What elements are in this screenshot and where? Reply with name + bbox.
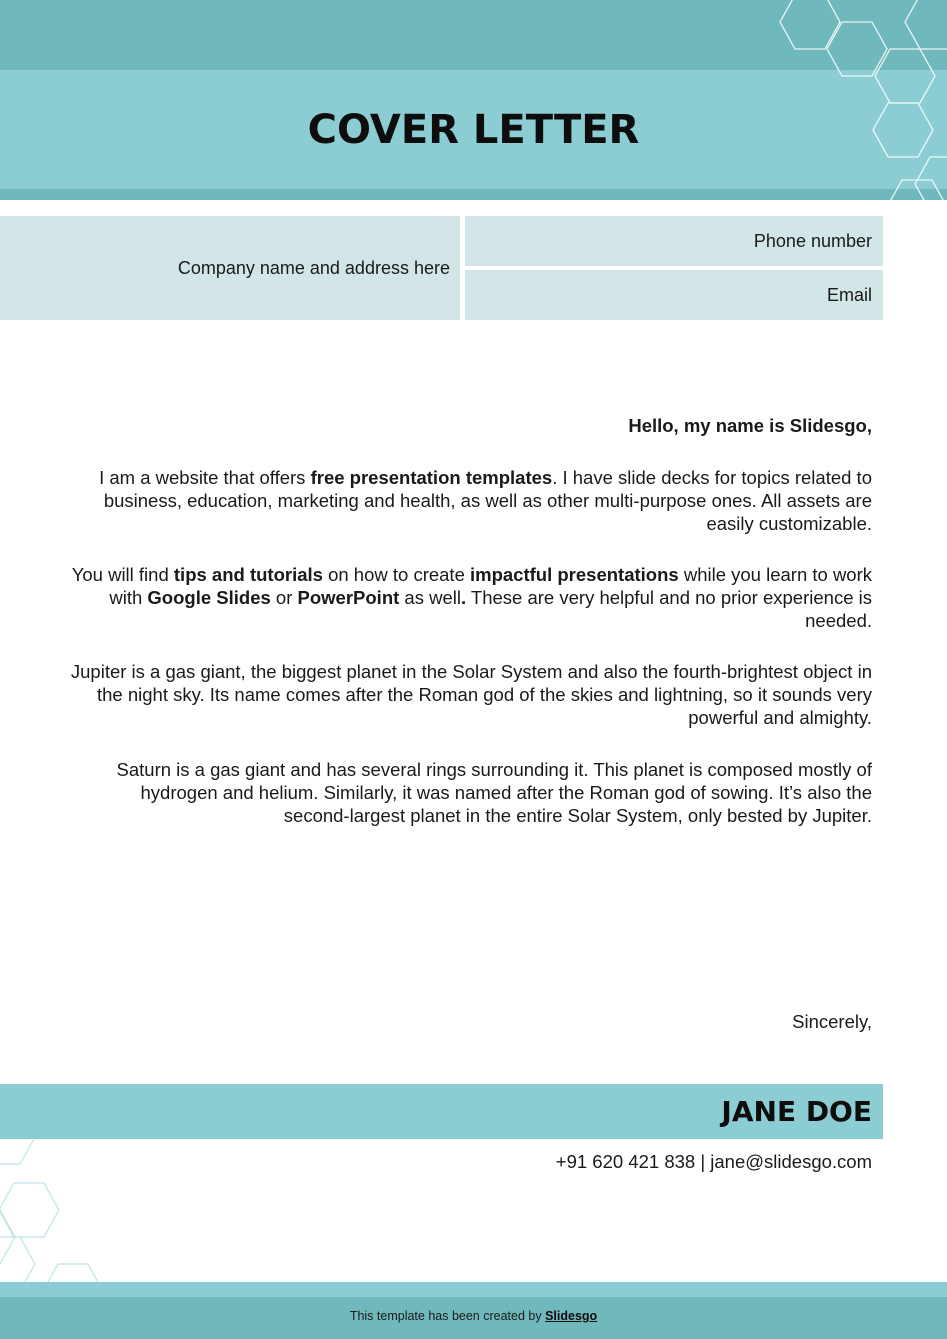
p2-bold-h: PowerPoint bbox=[297, 587, 400, 608]
email-text: Email bbox=[826, 284, 872, 305]
paragraph-4: Saturn is a gas giant and has several rings surrounding it. This planet is composed mostly of hydrogen and helium. Similarly, it was named after the Roman god of sowing. It’s also the second-largest planet in the entire Solar System, only bested by Jupiter. bbox=[116, 759, 872, 826]
p2-bold-f: Google Slides bbox=[147, 587, 271, 608]
p1-text-c: . I have slide decks for topics related to business, education, marketing and health, as well as other multi-purpose ones. All assets are easily customizable. bbox=[103, 467, 872, 534]
p2-text-i: as well bbox=[399, 587, 461, 608]
greeting: Hello, my name is Slidesgo, bbox=[628, 415, 872, 436]
paragraph-3: Jupiter is a gas giant, the biggest planet in the Solar System and also the fourth-brightest object in the night sky. Its name comes after the Roman god of the skies and lightning, so it sounds very powerful and almighty. bbox=[70, 661, 872, 728]
p2-bold-b: tips and tutorials bbox=[173, 564, 323, 585]
p1-text-a: I am a website that offers bbox=[99, 467, 311, 488]
email-field bbox=[465, 270, 883, 320]
paragraph-2 bbox=[70, 563, 872, 632]
slidesgo-link[interactable]: Slidesgo bbox=[545, 1309, 598, 1323]
paragraph-1 bbox=[70, 466, 872, 535]
closing: Sincerely, bbox=[792, 1011, 872, 1032]
phone-field bbox=[465, 216, 883, 266]
company-address-text: Company name and address here bbox=[177, 257, 450, 278]
p2-bold-j: . bbox=[460, 587, 467, 608]
phone-text: Phone number bbox=[753, 230, 872, 251]
p2-text-g: or bbox=[270, 587, 298, 608]
p2-text-c: on how to create bbox=[322, 564, 470, 585]
signature-contact: +91 620 421 838 | jane@slidesgo.com bbox=[555, 1151, 872, 1172]
footer-prefix: This template has been created by bbox=[349, 1309, 546, 1323]
page-title: COVER LETTER bbox=[307, 107, 640, 153]
footer-credit bbox=[0, 1309, 947, 1323]
p2-bold-d: impactful presentations bbox=[470, 564, 679, 585]
p2-text-e: while you learn to work with bbox=[109, 564, 872, 608]
p2-text-k: These are very helpful and no prior experience is needed. bbox=[466, 587, 872, 631]
p2-text-a: You will find bbox=[71, 564, 174, 585]
footer-stripe bbox=[0, 1282, 947, 1297]
signature-name: JANE DOE bbox=[721, 1095, 872, 1128]
p1-bold-b: free presentation templates bbox=[310, 467, 553, 488]
company-address bbox=[0, 216, 460, 320]
